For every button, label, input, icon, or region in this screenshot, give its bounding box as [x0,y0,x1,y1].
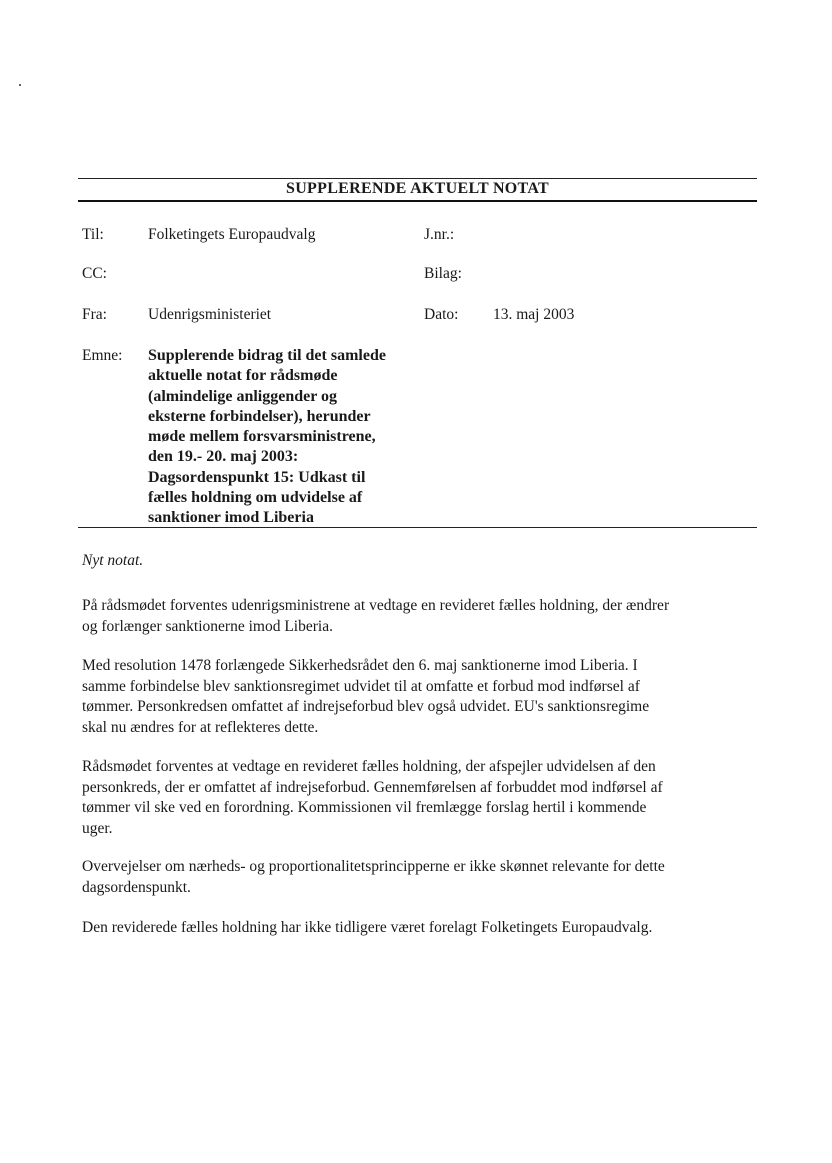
paragraph-line: skal nu ændres for at reflekteres dette. [82,718,319,736]
til-value: Folketingets Europaudvalg [148,226,316,243]
dato-value: 13. maj 2003 [493,306,575,323]
emne-value [148,346,438,529]
emne-line: Supplerende bidrag til det samlede [148,347,386,364]
paragraph-line: På rådsmødet forventes udenrigsministrene at vedtage en revideret fælles holdning, der ændrer [82,597,670,614]
emne-line: (almindelige anliggender og [148,387,338,405]
paragraph-4 [82,857,762,898]
paragraph-line: Overvejelser om nærheds- og proportionalitetsprincipperne er ikke skønnet relevante for dette [82,858,665,875]
paragraph-line: tømmer vil ske ved en forordning. Kommissionen vil fremlægge forslag hertil i kommende [82,799,647,816]
header-bottom-rule [78,527,757,528]
jnr-label: J.nr.: [424,226,455,243]
fra-value: Udenrigsministeriet [148,306,272,323]
fra-label: Fra: [82,306,107,323]
paragraph-line: uger. [82,819,113,837]
dato-label: Dato: [424,306,459,323]
paragraph-line: personkreds, der er omfattet af indrejseforbud. Gennemførelsen af forbuddet mod indførsel af [82,778,663,796]
scan-speck [19,84,21,86]
paragraph-3 [82,757,762,839]
paragraph-line: dagsordenspunkt. [82,878,191,896]
cc-label: CC: [82,265,107,282]
paragraph-line: Med resolution 1478 forlængede Sikkerhedsrådet den 6. maj sanktionerne imod Liberia. I [82,657,638,674]
paragraph-line: Rådsmødet forventes at vedtage en revideret fælles holdning, der afspejler udvidelsen af den [82,758,656,775]
title-top-rule [78,178,757,179]
emne-line: aktuelle notat for rådsmøde [148,367,338,385]
title-bottom-rule [78,200,757,202]
document-title: SUPPLERENDE AKTUELT NOTAT [286,180,549,197]
emne-line: fælles holdning om udvidelse af [148,489,363,507]
emne-line: eksterne forbindelser), herunder [148,407,371,425]
emne-line: møde mellem forsvarsministrene, [148,428,376,446]
note-label: Nyt notat. [82,552,144,569]
emne-line: sanktioner imod Liberia [148,509,314,527]
paragraph-line: samme forbindelse blev sanktionsregimet udvidet til at omfatte et forbud mod indførsel af [82,677,640,695]
paragraph-1 [82,596,762,637]
paragraph-line: Den reviderede fælles holdning har ikke tidligere været forelagt Folketingets Europaudvalg. [82,919,653,936]
paragraph-2 [82,656,762,738]
bilag-label: Bilag: [424,265,462,282]
til-label: Til: [82,226,104,243]
emne-line: Dagsordenspunkt 15: Udkast til [148,468,366,486]
emne-line: den 19.- 20. maj 2003: [148,448,299,466]
emne-label: Emne: [82,347,123,364]
paragraph-5 [82,918,762,939]
paragraph-line: tømmer. Personkredsen omfattet af indrejseforbud blev også udvidet. EU's sanktionsregime [82,698,650,715]
paragraph-line: og forlænger sanktionerne imod Liberia. [82,617,333,635]
